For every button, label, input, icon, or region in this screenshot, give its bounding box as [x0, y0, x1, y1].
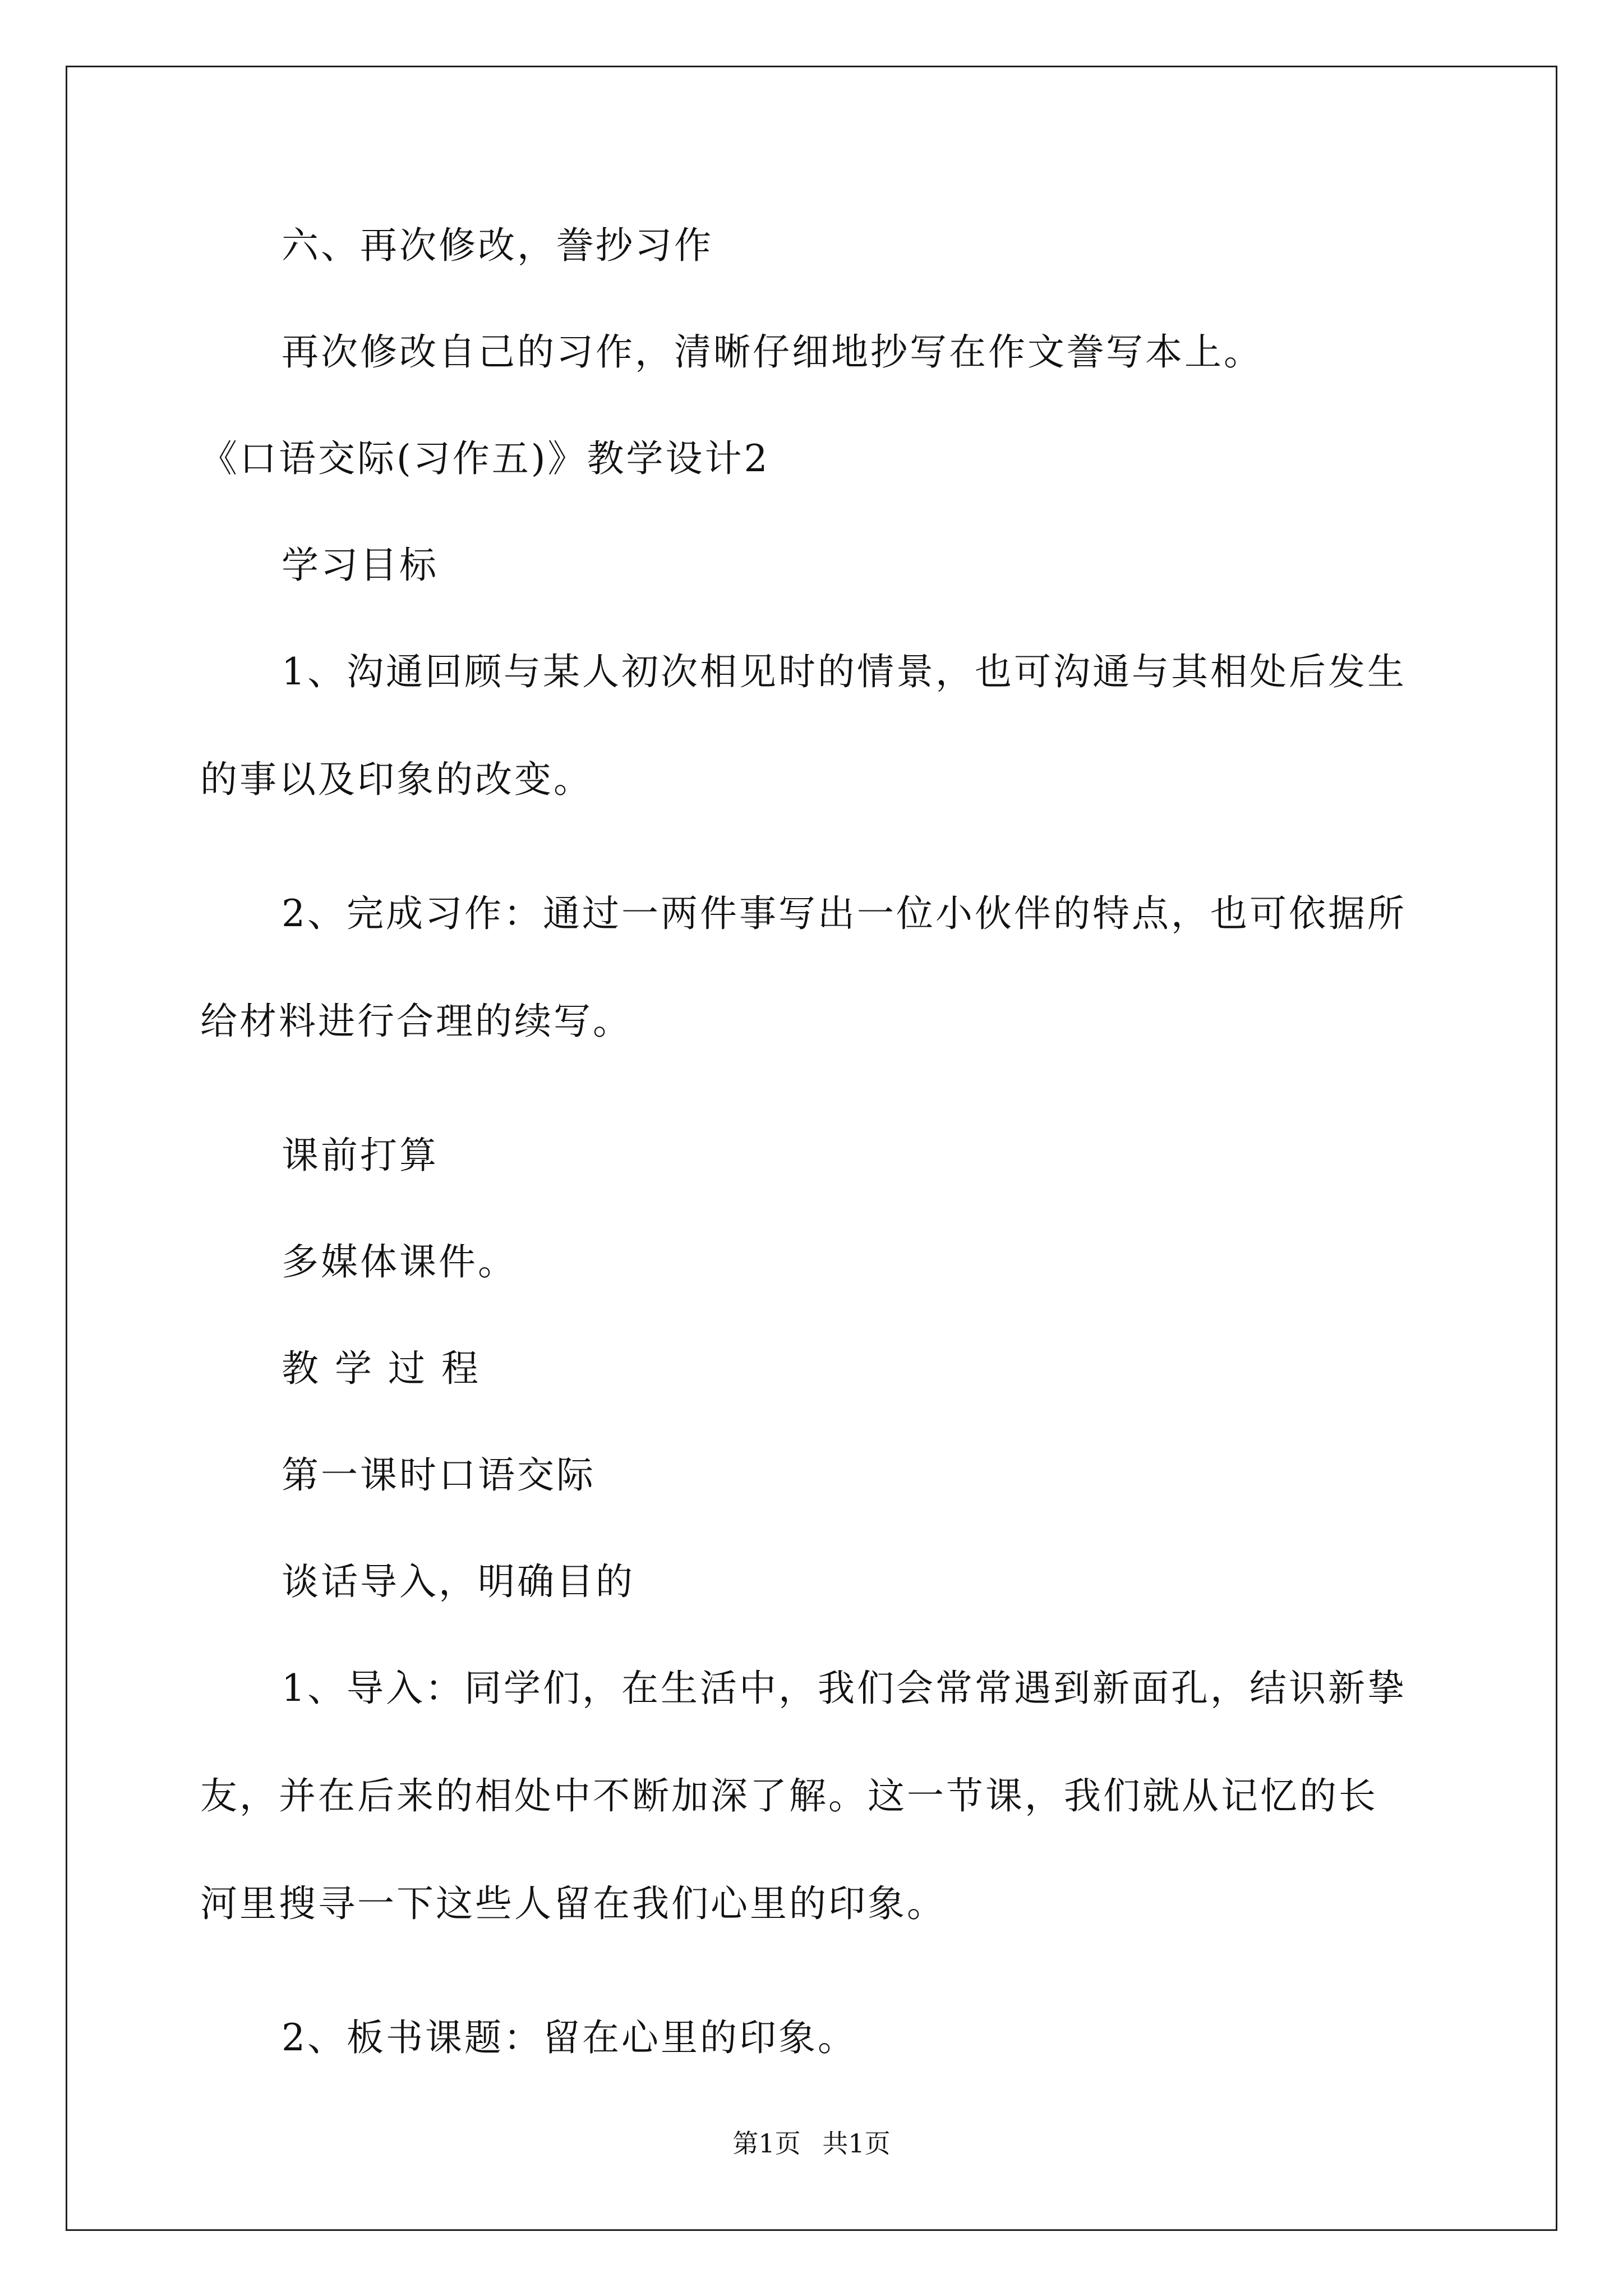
document-body [200, 219, 1428, 2118]
paragraph-line: 的事以及印象的改变。 [200, 758, 593, 801]
section-heading: 学习目标 [282, 544, 439, 587]
page-number: 第1页 [732, 2128, 801, 2159]
section-heading: 教 学 过 程 [282, 1347, 481, 1390]
page-total: 共1页 [822, 2128, 891, 2159]
paragraph-line: 给材料进行合理的续写。 [200, 1000, 632, 1043]
section-heading: 第一课时口语交际 [282, 1453, 596, 1497]
section-heading: 课前打算 [282, 1134, 439, 1177]
paragraph-line: 1、沟通回顾与某人初次相见时的情景，也可沟通与其相处后发生 [282, 650, 1407, 693]
section-heading: 六、再次修改，誊抄习作 [282, 224, 713, 267]
paragraph [200, 618, 1428, 834]
paragraph: 2、板书课题：留在心里的印象。 [282, 2016, 857, 2059]
document-title: 《口语交际(习作五)》教学设计2 [200, 437, 770, 480]
paragraph: 再次修改自己的习作，清晰仔细地抄写在作文誊写本上。 [282, 330, 1263, 374]
paragraph-line: 1、导入：同学们，在生活中，我们会常常遇到新面孔，结识新挚 [282, 1667, 1407, 1710]
paragraph-line: 友，并在后来的相处中不断加深了解。这一节课，我们就从记忆的长 [200, 1774, 1378, 1818]
paragraph-line: 2、完成习作：通过一两件事写出一位小伙伴的特点，也可依据所 [282, 892, 1407, 935]
paragraph: 多媒体课件。 [282, 1240, 517, 1283]
paragraph [200, 860, 1428, 1075]
page-footer [0, 2123, 1623, 2160]
paragraph-line: 河里搜寻一下这些人留在我们心里的印象。 [200, 1882, 946, 1925]
section-heading: 谈话导入，明确目的 [282, 1560, 635, 1603]
paragraph [200, 1635, 1428, 1958]
